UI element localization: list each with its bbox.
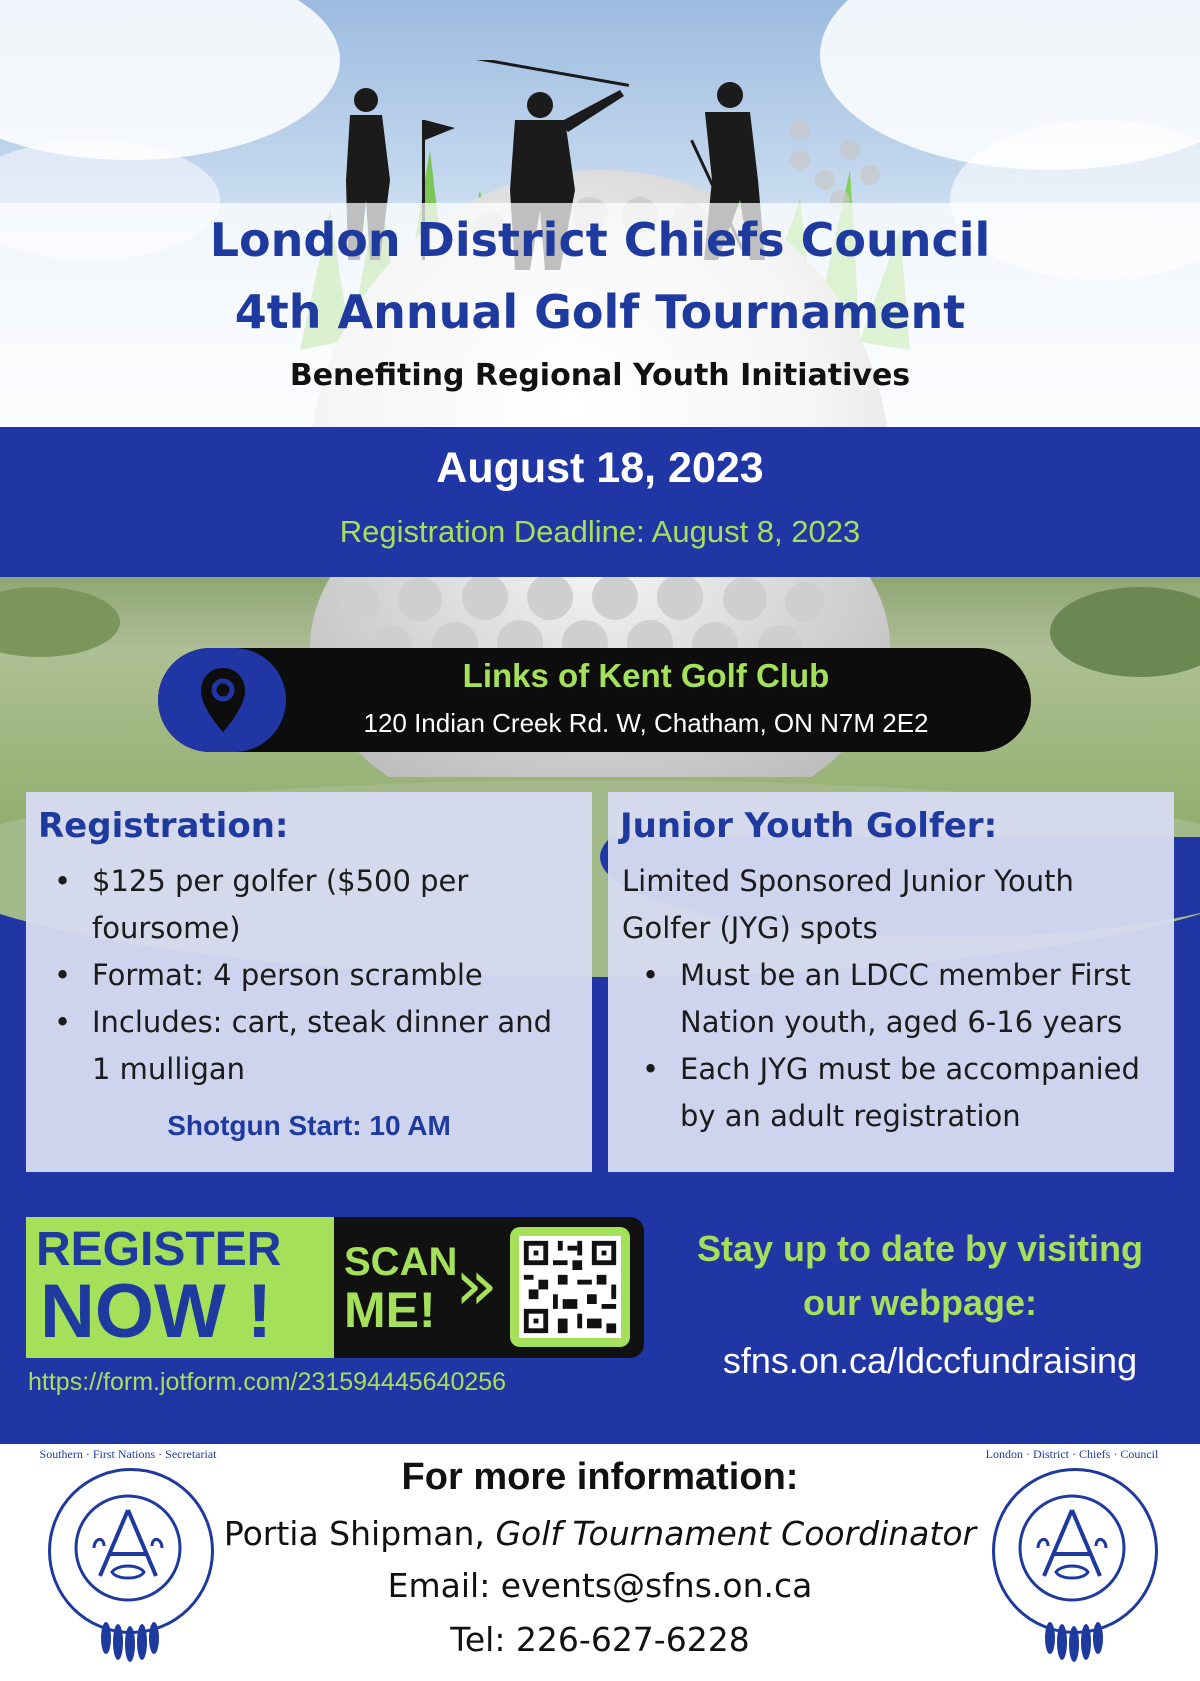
webpage-prompt-line1: Stay up to date by visiting <box>696 1228 1144 1269</box>
event-date: August 18, 2023 <box>436 444 764 492</box>
contact-line <box>0 1514 1200 1553</box>
list-item: • Must be an LDCC member First Nation youth, aged 6-16 years <box>680 952 1160 1046</box>
venue-address: 120 Indian Creek Rd. W, Chatham, ON N7M 2E2 <box>363 708 929 738</box>
list-item: • Each JYG must be accompanied by an adult registration <box>680 1046 1160 1140</box>
shotgun-start: Shotgun Start: 10 AM <box>167 1110 451 1141</box>
benefit-subtitle: Benefiting Regional Youth Initiatives <box>289 358 911 393</box>
arrow-icon: » <box>455 1244 498 1326</box>
contact-role: Golf Tournament Coordinator <box>495 1514 977 1553</box>
registration-card <box>26 792 592 1172</box>
now-label: NOW ! <box>40 1269 273 1354</box>
registration-heading: Registration: <box>38 806 289 846</box>
contact-email[interactable]: Email: events@sfns.on.ca <box>387 1566 813 1605</box>
qr-code-icon[interactable] <box>519 1236 621 1338</box>
junior-list <box>680 952 1160 1140</box>
registration-list <box>92 858 562 1093</box>
register-label: REGISTER <box>36 1223 282 1276</box>
contact-name: Portia Shipman, <box>223 1514 485 1553</box>
map-pin-icon <box>198 666 248 736</box>
venue-name: Links of Kent Golf Club <box>462 657 830 694</box>
webpage-url-link[interactable]: sfns.on.ca/ldccfundraising <box>722 1340 1138 1381</box>
list-item: • Format: 4 person scramble <box>92 952 562 999</box>
scan-label: SCAN <box>344 1240 458 1284</box>
list-item: • $125 per golfer ($500 per foursome) <box>92 858 562 952</box>
me-label: ME! <box>344 1282 436 1338</box>
ldcc-logo-text: London · District · Chiefs · Council <box>985 1447 1159 1461</box>
contact-phone[interactable]: Tel: 226-627-6228 <box>450 1620 750 1659</box>
junior-golfer-card <box>608 792 1174 1172</box>
event-title: 4th Annual Golf Tournament <box>234 285 966 339</box>
junior-intro: Limited Sponsored Junior Youth Golfer (JYG) spots <box>622 864 1074 945</box>
sfns-logo-text: Southern · First Nations · Secretariat <box>39 1447 217 1461</box>
register-url-link[interactable]: https://form.jotform.com/231594445640256 <box>28 1368 507 1396</box>
map-pin-badge <box>158 648 286 752</box>
footer-heading: For more information: <box>401 1456 799 1498</box>
webpage-prompt-line2: our webpage: <box>802 1282 1038 1323</box>
org-title: London District Chiefs Council <box>209 213 991 267</box>
junior-heading: Junior Youth Golfer: <box>620 806 998 846</box>
registration-deadline: Registration Deadline: August 8, 2023 <box>339 514 861 549</box>
list-item: • Includes: cart, steak dinner and 1 mulligan <box>92 999 562 1093</box>
